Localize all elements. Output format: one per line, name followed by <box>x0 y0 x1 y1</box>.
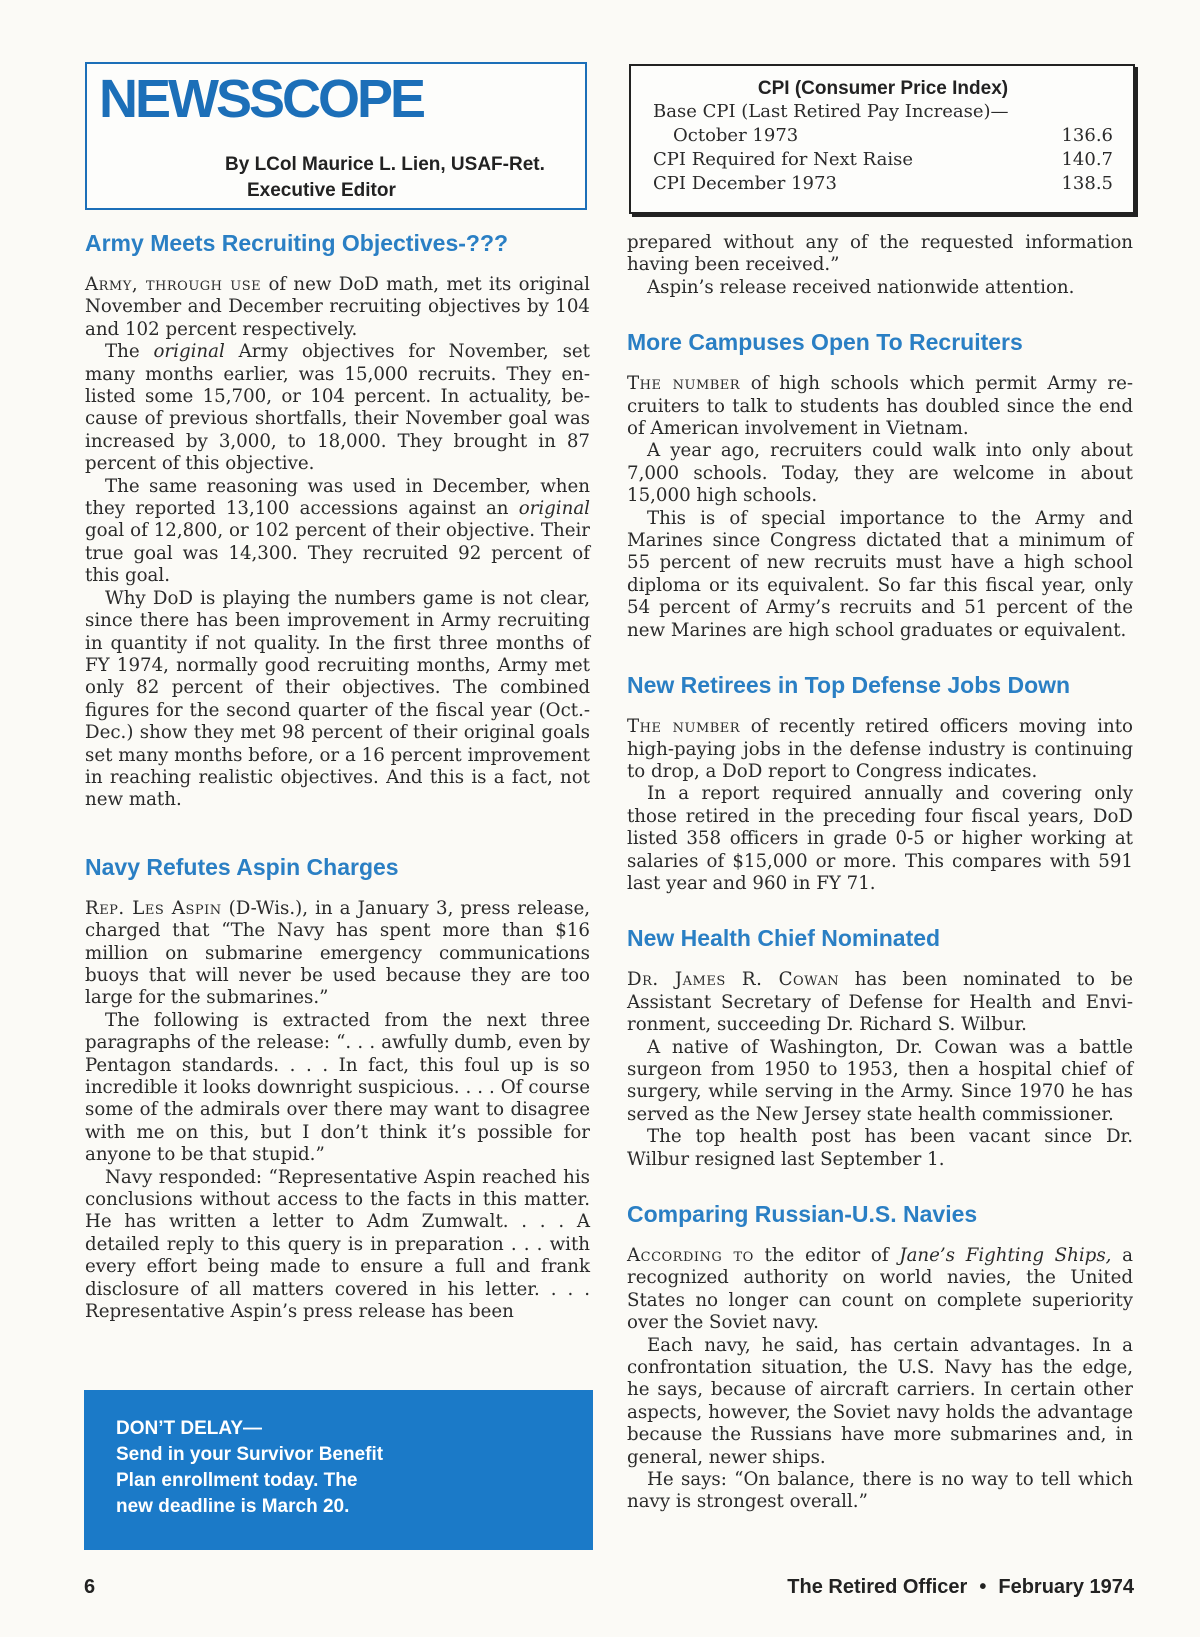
article-paragraph: A year ago, recruiters could walk into only about 7,000 schools. Today, they are welcome in about 15,000 high schools. <box>627 440 1133 507</box>
article-retirees <box>627 670 1133 895</box>
paragraph-text: of new DoD math, met its original November and December recruiting objectives by 104 and 102 percent respectively. <box>85 274 590 340</box>
article-heading: Navy Refutes Aspin Charges <box>85 853 399 880</box>
cpi-row <box>653 172 1113 196</box>
cpi-row <box>653 124 1113 148</box>
lead-in: Army, through use <box>85 274 262 295</box>
article-navies <box>627 1199 1133 1514</box>
article-paragraph <box>85 898 590 1010</box>
left-column <box>85 228 590 1323</box>
cpi-label: CPI Required for Next Raise <box>653 149 913 170</box>
cpi-label: October 1973 <box>673 125 799 146</box>
article-paragraph <box>627 1245 1133 1335</box>
article-health-chief <box>627 923 1133 1171</box>
cpi-value: 138.5 <box>1061 173 1113 194</box>
article-paragraph: The following is extracted from the next three paragraphs of the release: “. . . awfully dumb, even by Pentagon standards. . . . In fact, this foul up is so incredible it looks downright suspicious. . . . Of course some of the admirals over there may want to disagree with me on this, but I don’t think it’s possible for anyone to be that stupid.” <box>85 1009 590 1166</box>
paragraph-text: a recognized authority on world navies, the United States no longer can count on complete superiority over the Soviet navy. <box>627 1245 1133 1334</box>
lead-in: According to <box>627 1245 754 1266</box>
page-footer <box>787 1576 1134 1599</box>
article-paragraph <box>85 274 590 341</box>
article-paragraph: This is of special importance to the Army and Marines since Congress dictated that a minimum of 55 percent of new recruits must have a high school diploma or its equivalent. So far this fiscal year, only 54 percent of Army’s recruits and 51 percent of the new Marines are high school graduates or equivalent. <box>627 507 1133 641</box>
promo-line: Send in your Survivor Benefit <box>116 1444 384 1465</box>
article-paragraph <box>627 716 1133 783</box>
article-continuation <box>627 232 1133 299</box>
byline-author: By LCol Maurice L. Lien, USAF-Ret. <box>225 154 545 175</box>
promo-line: new deadline is March 20. <box>116 1496 350 1517</box>
cpi-label: Base CPI (Last Retired Pay Increase)— <box>653 101 1009 122</box>
cpi-title: CPI (Consumer Price Index) <box>757 78 1009 99</box>
article-paragraph <box>627 969 1133 1036</box>
article-heading: New Health Chief Nominated <box>627 925 941 952</box>
lead-in: Rep. Les Aspin <box>85 897 222 919</box>
promo-line: DON’T DELAY— <box>116 1418 263 1439</box>
separator-dot: • <box>979 1576 987 1598</box>
newsscope-masthead <box>85 62 587 210</box>
article-paragraph: Aspin’s release received nationwide attention. <box>647 276 1075 298</box>
article-heading: Army Meets Recruiting Objectives-??? <box>85 230 509 256</box>
cpi-value: 136.6 <box>1061 125 1113 146</box>
paragraph-text: The same reasoning was used in December, when they reported 13,100 accessions against an <box>85 475 590 520</box>
article-paragraph <box>85 476 590 588</box>
article-paragraph <box>85 341 590 475</box>
paragraph-text: of recently retired officers moving into high-paying jobs in the defense industry is continuing to drop, a DoD report to Congress indicates. <box>627 716 1134 782</box>
article-heading: More Campuses Open To Recruiters <box>627 329 1023 356</box>
article-paragraph: Each navy, he said, has certain advantages. In a confrontation situation, the U.S. Navy has the edge, he says, because of aircraft carriers. In certain other aspects, however, the Soviet navy holds the advantage because the Russians have more submarines and, in general, newer ships. <box>627 1334 1133 1468</box>
cpi-value: 140.7 <box>1061 149 1113 170</box>
cpi-row <box>653 148 1113 172</box>
publication-name: The Retired Officer <box>787 1576 968 1598</box>
promo-line: Plan enrollment today. The <box>116 1470 358 1491</box>
emphasis: Jane’s Fighting Ships, <box>899 1245 1112 1266</box>
article-army-recruiting <box>85 228 590 812</box>
article-paragraph: A native of Washington, Dr. Cowan was a battle surgeon from 1950 to 1953, then a hospital chief of surgery, while serving in the Army. Since 1970 he has served as the New Jersey state health commissioner. <box>627 1036 1133 1125</box>
cpi-label: CPI December 1973 <box>653 173 837 194</box>
emphasis: original <box>153 341 225 363</box>
article-paragraph <box>627 373 1133 440</box>
cpi-row <box>653 100 1113 124</box>
article-heading: New Retirees in Top Defense Jobs Down <box>627 672 1071 699</box>
paragraph-text: of high schools which permit Army recruiters to talk to students has doubled since the end of American involvement in Vietnam. <box>627 373 1133 440</box>
survivor-benefit-promo <box>84 1390 593 1550</box>
lead-in: The number <box>627 373 741 395</box>
right-column <box>627 232 1133 1514</box>
emphasis: original <box>518 498 590 520</box>
article-campuses <box>627 327 1133 642</box>
article-paragraph: He says: “On balance, there is no way to tell which navy is strongest overall.” <box>627 1469 1133 1513</box>
paragraph-text: has been nominated to be Assistant Secretary of Defense for Health and Environment, succeeding Dr. Richard S. Wilbur. <box>627 969 1133 1036</box>
byline-title: Executive Editor <box>247 180 396 201</box>
paragraph-text: goal of 12,800, or 102 percent of their objective. Their true goal was 14,300. They recruited 92 percent of this goal. <box>85 520 590 587</box>
byline <box>225 152 555 204</box>
page-number: 6 <box>84 1576 96 1598</box>
article-paragraph: The top health post has been vacant since Dr. Wilbur resigned last September 1. <box>627 1126 1133 1170</box>
paragraph-text: the editor of <box>753 1245 900 1266</box>
paragraph-text: The <box>105 341 154 363</box>
article-paragraph: In a report required annually and covering only those retired in the preceding four fiscal years, DoD listed 358 officers in grade 0-5 or higher working at salaries of $15,000 or more. This compares with 591 last year and 960 in FY 71. <box>627 783 1133 894</box>
lead-in: The number <box>627 716 741 738</box>
article-paragraph: prepared without any of the requested information having been received.” <box>627 232 1133 276</box>
article-navy-aspin <box>85 852 590 1324</box>
issue-date: February 1974 <box>998 1576 1134 1598</box>
paragraph-text: (D-Wis.), in a January 3, press release, charged that “The Navy has spent more than $16 million on submarine emergency communications buoys that will never be used because they are too large for the submarines.” <box>85 897 590 1009</box>
article-paragraph: Why DoD is playing the numbers game is not clear, since there has been improvement in Army recruiting in quantity if not quality. In the first three months of FY 1974, normally good recruiting months, Army met only 82 percent of their objectives. The combined figures for the second quarter of the fiscal year (Oct.-Dec.) show they met 98 percent of their original goals set many months before, or a 16 percent improvement in reaching realistic objectives. And this is a fact, not new math. <box>85 587 590 811</box>
lead-in: Dr. James R. Cowan <box>627 969 840 991</box>
newsscope-logo: NEWSSCOPE <box>99 69 424 129</box>
article-paragraph: Navy responded: “Representative Aspin reached his conclusions without access to the facts in this matter. He has written a letter to Adm Zumwalt. . . . A detailed reply to this query is in preparation . . . with every effort being made to ensure a full and frank disclosure of all matters covered in his letter. . . . Representative Aspin’s press release has been <box>85 1166 590 1323</box>
paragraph-text: Army objectives for November, set many months earlier, was 15,000 recruits. They enlisted some 15,700, or 104 percent. In actuality, because of previous shortfalls, their November goal was increased by 3,000, to 18,000. They brought in 87 percent of this objective. <box>85 341 590 475</box>
cpi-box <box>629 64 1135 214</box>
article-heading: Comparing Russian-U.S. Navies <box>627 1201 978 1227</box>
